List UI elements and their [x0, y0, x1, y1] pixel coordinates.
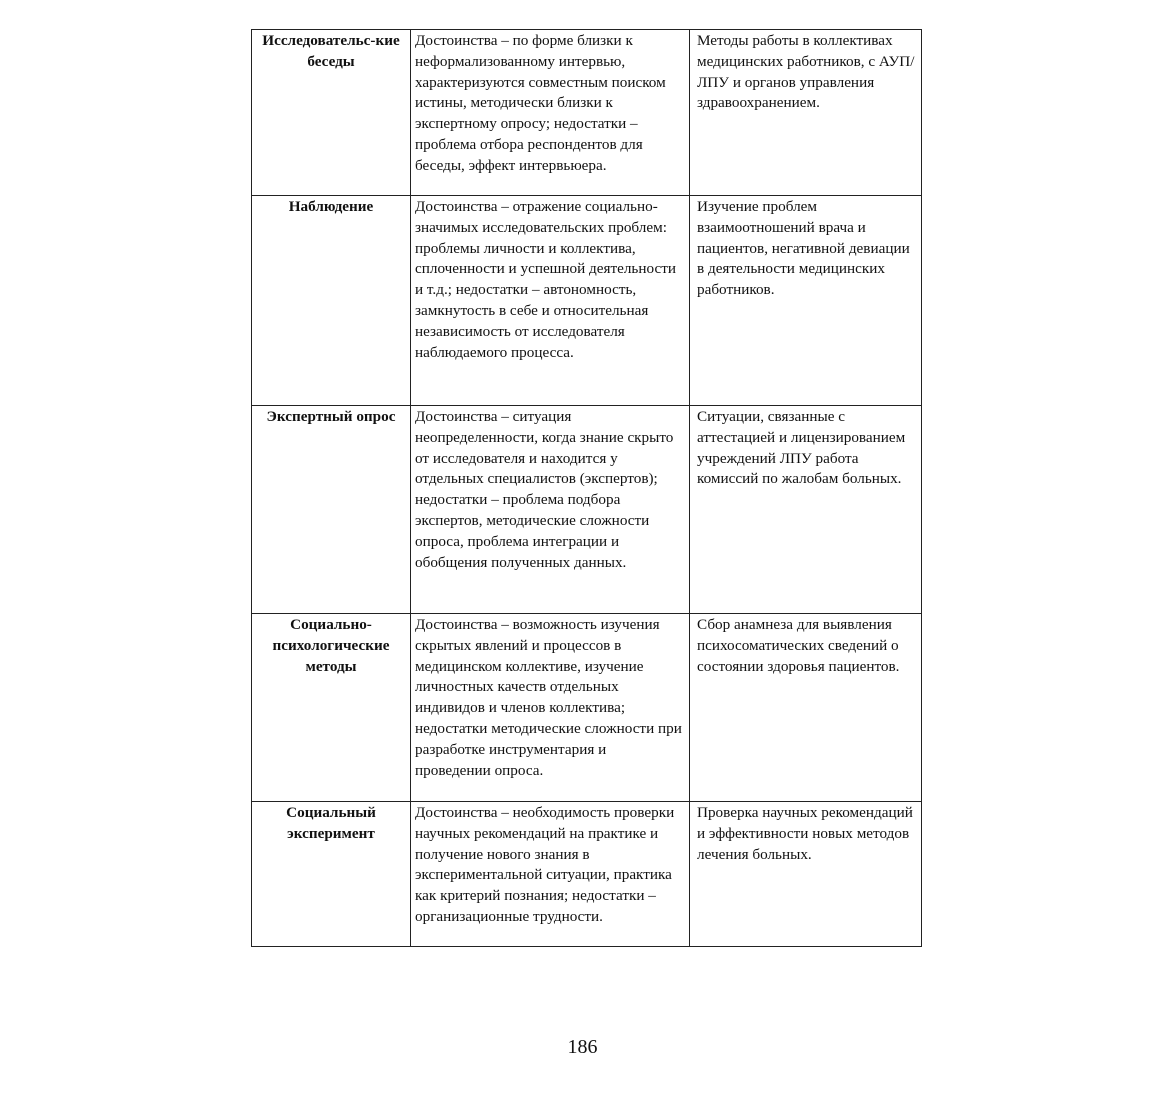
method-description-cell: Достоинства – необходимость проверки научных рекомендаций на практике и получение нового знания в экспериментальной ситуации, практика как критерий познания; недостатки – организационные трудности.	[411, 802, 690, 947]
method-description-cell: Достоинства – возможность изучения скрытых явлений и процессов в медицинском коллективе, изучение личностных качеств отдельных индивидов и членов коллектива; недостатки методические сложности при разработке инструментария и проведении опроса.	[411, 614, 690, 802]
table-row	[252, 614, 922, 802]
method-name-cell: Исследовательс-кие беседы	[252, 30, 411, 196]
method-application-cell: Изучение проблем взаимоотношений врача и пациентов, негативной девиации в деятельности медицинских работников.	[690, 196, 922, 406]
methods-table	[251, 29, 922, 947]
method-name-cell: Экспертный опрос	[252, 406, 411, 614]
method-description-cell: Достоинства – отражение социально- значимых исследовательских проблем: проблемы личности и коллектива, сплоченности и успешной деятельности и т.д.; недостатки – автономность, замкнутость в себе и относительная независимость от исследователя наблюдаемого процесса.	[411, 196, 690, 406]
method-application-cell: Проверка научных рекомендаций и эффективности новых методов лечения больных.	[690, 802, 922, 947]
table-row	[252, 30, 922, 196]
method-name-cell: Социальный эксперимент	[252, 802, 411, 947]
method-application-cell: Сбор анамнеза для выявления психосоматических сведений о состоянии здоровья пациентов.	[690, 614, 922, 802]
method-name-cell: Социально-психологические методы	[252, 614, 411, 802]
method-name-cell: Наблюдение	[252, 196, 411, 406]
method-description-cell: Достоинства – ситуация неопределенности, когда знание скрыто от исследователя и находится у отдельных специалистов (экспертов); недостатки – проблема подбора экспертов, методические сложности опроса, проблема интеграции и обобщения полученных данных.	[411, 406, 690, 614]
method-application-cell: Методы работы в коллективах медицинских работников, с АУП/ЛПУ и органов управления здравоохранением.	[690, 30, 922, 196]
table-row	[252, 196, 922, 406]
page-number: 186	[567, 1036, 598, 1058]
table-row	[252, 802, 922, 947]
table-row	[252, 406, 922, 614]
method-description-cell: Достоинства – по форме близки к неформализованному интервью, характеризуются совместным поиском истины, методически близки к экспертному опросу; недостатки – проблема отбора респондентов для беседы, эффект интервьюера.	[411, 30, 690, 196]
method-application-cell: Ситуации, связанные с аттестацией и лицензированием учреждений ЛПУ работа комиссий по жалобам больных.	[690, 406, 922, 614]
